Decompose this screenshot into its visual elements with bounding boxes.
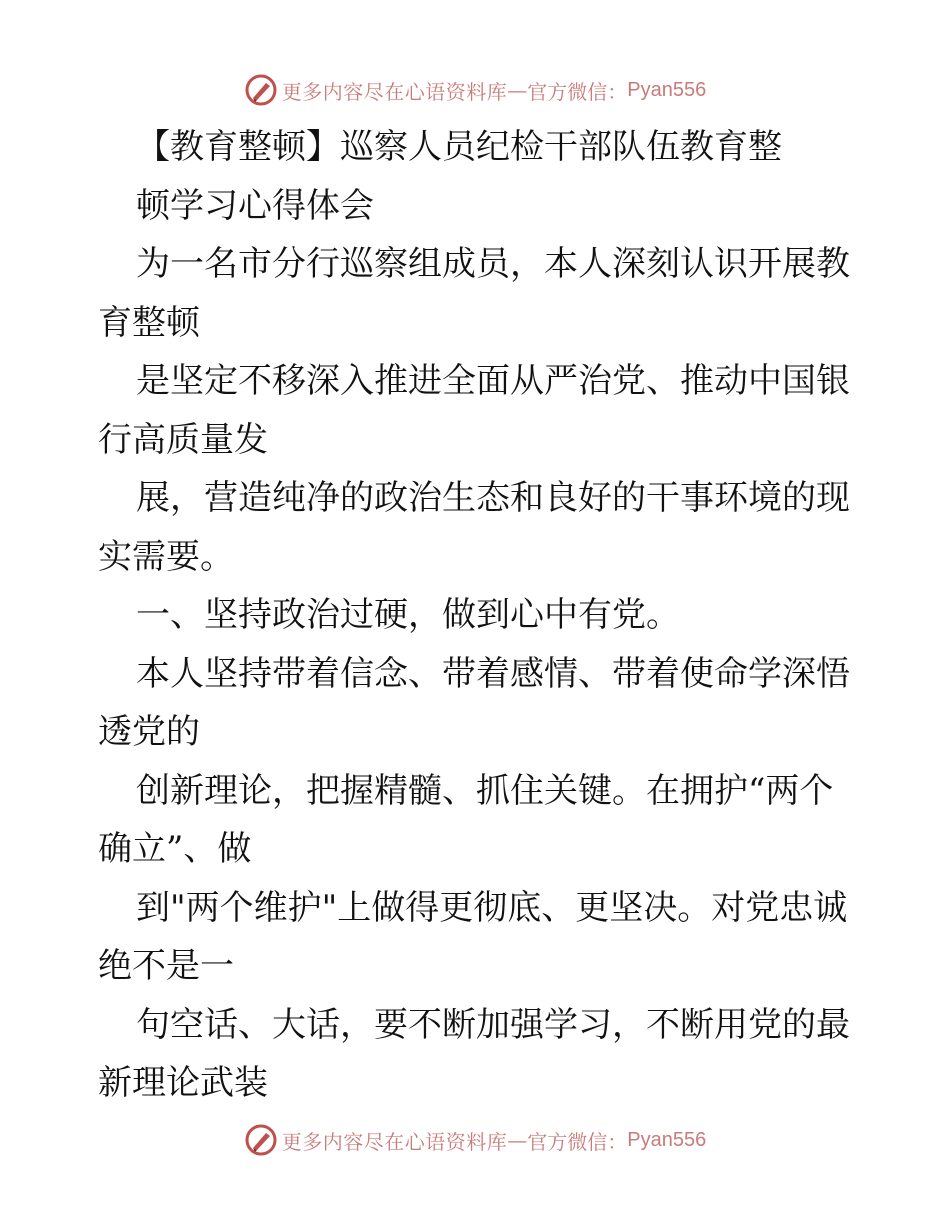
pen-logo-icon (244, 1123, 278, 1157)
doc-line: 实需要。 (98, 536, 234, 577)
document-body (98, 118, 858, 1113)
header-separator: — (507, 78, 528, 102)
header-wechat-id: Pyan556 (627, 78, 707, 101)
doc-title-line-1: 【教育整顿】巡察人员纪检干部队伍教育整 (136, 127, 782, 167)
doc-line: 确立”、做 (98, 829, 252, 869)
pen-logo-icon (244, 73, 278, 107)
doc-line: 句空话、大话，要不断加强学习，不断用党的最 (136, 1004, 850, 1045)
doc-title-line-2: 顿学习心得体会 (136, 185, 374, 226)
footer-banner-content (244, 1123, 706, 1157)
doc-line: 行高质量发 (98, 419, 268, 460)
header-site-text: 更多内容尽在心语资料库 (281, 79, 508, 104)
header-banner (0, 70, 950, 110)
doc-line: 到"两个维护"上做得更彻底、更坚决。对党忠诚 (136, 887, 848, 928)
doc-line: 透党的 (98, 712, 200, 752)
doc-line: 新理论武装 (98, 1063, 268, 1103)
doc-line: 展，营造纯净的政治生态和良好的干事环境的现 (136, 478, 850, 518)
header-wechat-label: 官方微信： (527, 79, 628, 104)
footer-banner (0, 1120, 950, 1160)
doc-line: 创新理论，把握精髓、抓住关键。在拥护“两个 (136, 770, 834, 811)
footer-wechat-label: 官方微信： (527, 1129, 628, 1154)
footer-site-text: 更多内容尽在心语资料库 (281, 1129, 508, 1154)
section-heading: 一、坚持政治过硬，做到心中有党。 (136, 595, 680, 635)
footer-separator: — (507, 1128, 528, 1152)
footer-wechat-id: Pyan556 (627, 1128, 707, 1151)
doc-line: 是坚定不移深入推进全面从严治党、推动中国银 (136, 361, 850, 401)
header-banner-content (244, 73, 706, 107)
doc-line: 本人坚持带着信念、带着感情、带着使命学深悟 (136, 653, 850, 694)
doc-line: 育整顿 (98, 302, 200, 343)
doc-line: 为一名市分行巡察组成员，本人深刻认识开展教 (136, 244, 850, 284)
doc-line: 绝不是一 (98, 946, 234, 986)
